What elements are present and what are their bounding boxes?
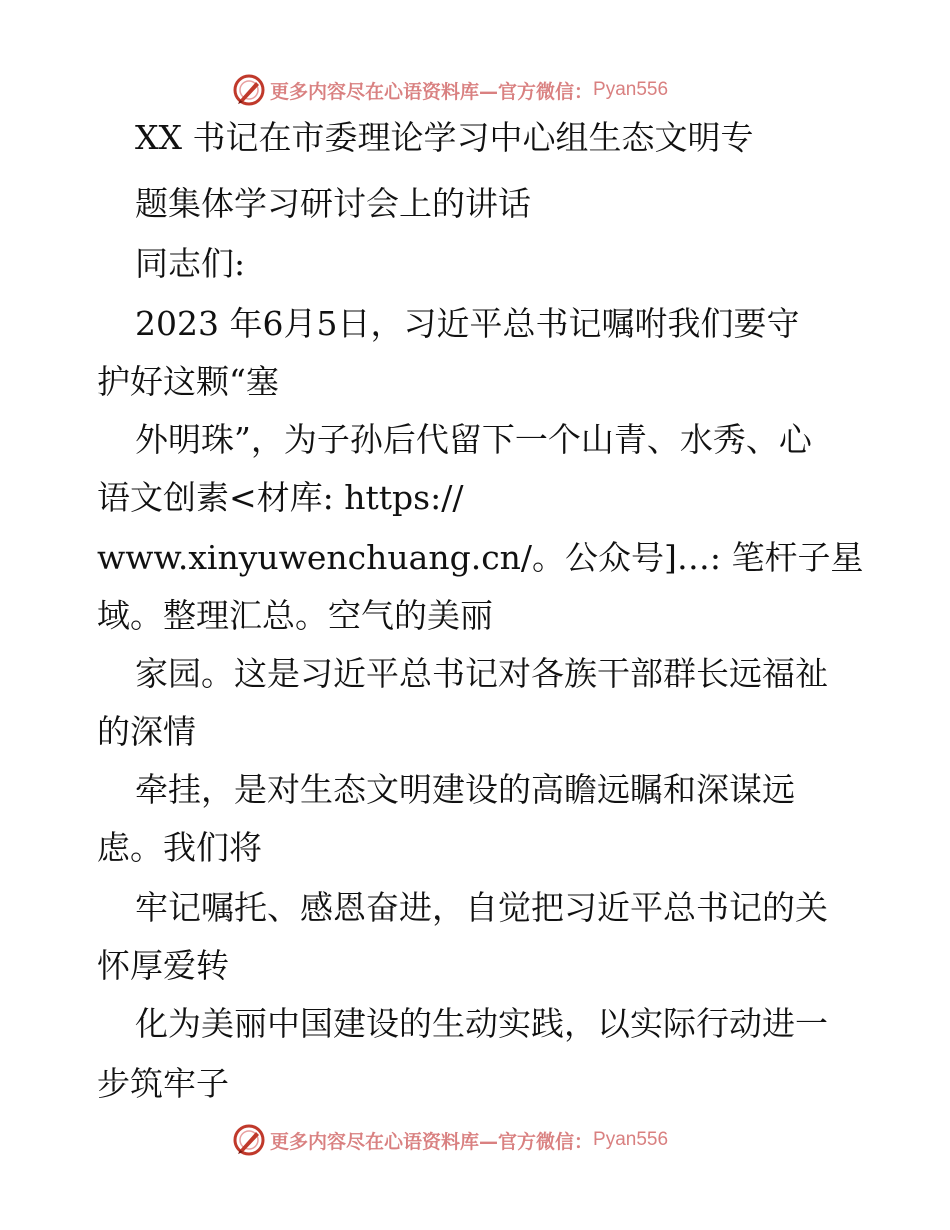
watermark-handle: Pyan556 bbox=[593, 79, 669, 100]
text-line: 域。整理汇总。空气的美丽 bbox=[97, 596, 493, 635]
watermark-text: 更多内容尽在心语资料库—官方微信： bbox=[270, 1130, 594, 1153]
text-line: 步筑牢子 bbox=[97, 1064, 229, 1103]
header-watermark bbox=[232, 72, 668, 108]
text-line: 外明珠”，为子孙后代留下一个山青、水秀、心 bbox=[135, 420, 812, 459]
text-line: 化为美丽中国建设的生动实践，以实际行动进一 bbox=[135, 1004, 828, 1043]
footer-watermark bbox=[232, 1122, 668, 1158]
text-line: 的深情 bbox=[97, 712, 196, 751]
text-line: 牵挂，是对生态文明建设的高瞻远瞩和深谋远 bbox=[135, 770, 795, 809]
watermark-text: 更多内容尽在心语资料库—官方微信： bbox=[270, 80, 594, 103]
watermark-handle: Pyan556 bbox=[593, 1129, 669, 1150]
text-line: 家园。这是习近平总书记对各族干部群长远福祉 bbox=[135, 654, 828, 693]
text-line: 2023 年6月5日，习近平总书记嘱咐我们要守 bbox=[135, 304, 800, 343]
text-line: 怀厚爱转 bbox=[97, 946, 229, 985]
text-line: 牢记嘱托、感恩奋进，自觉把习近平总书记的关 bbox=[135, 888, 828, 927]
text-line: www.xinyuwenchuang.cn/。公众号]…: 笔杆子星 bbox=[97, 538, 864, 577]
text-line: 虑。我们将 bbox=[97, 828, 262, 867]
pen-logo-icon bbox=[232, 1123, 266, 1157]
text-line: 语文创素<材库: https:// bbox=[97, 478, 464, 517]
title-line-1: XX 书记在市委理论学习中心组生态文明专 bbox=[135, 118, 754, 157]
title-line-2: 题集体学习研讨会上的讲话 bbox=[135, 184, 531, 223]
salutation: 同志们: bbox=[135, 244, 246, 283]
text-line: 护好这颗“塞 bbox=[97, 362, 279, 401]
pen-logo-icon bbox=[232, 73, 266, 107]
